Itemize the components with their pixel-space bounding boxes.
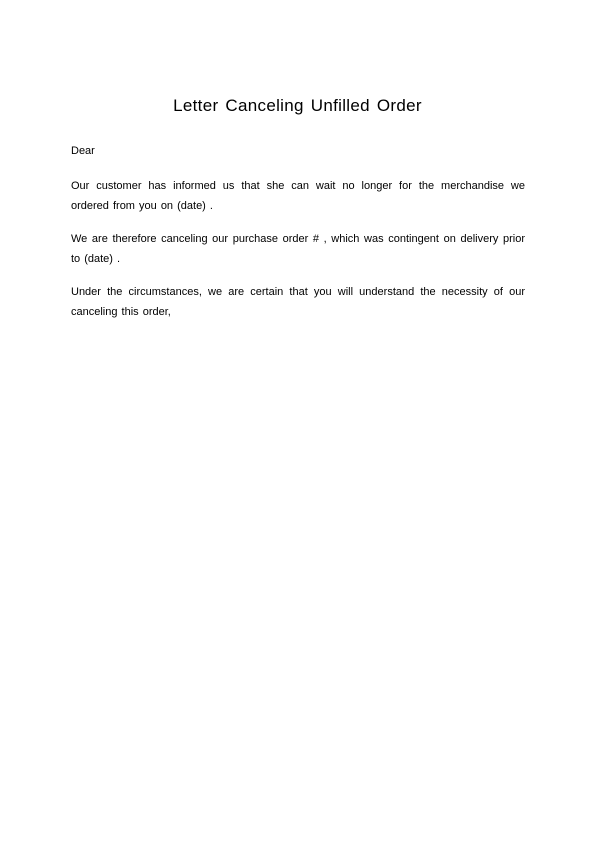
salutation: Dear xyxy=(71,145,95,157)
paragraph-3: Under the circumstances, we are certain that you will understand the necessity of our canceling this order, xyxy=(71,286,525,318)
paragraph-2: We are therefore canceling our purchase order # , which was contingent on delivery prior to (date) . xyxy=(71,233,525,265)
document-title: Letter Canceling Unfilled Order xyxy=(173,96,422,115)
paragraph-1: Our customer has informed us that she can wait no longer for the merchandise we ordered from you on (date) . xyxy=(71,180,525,212)
